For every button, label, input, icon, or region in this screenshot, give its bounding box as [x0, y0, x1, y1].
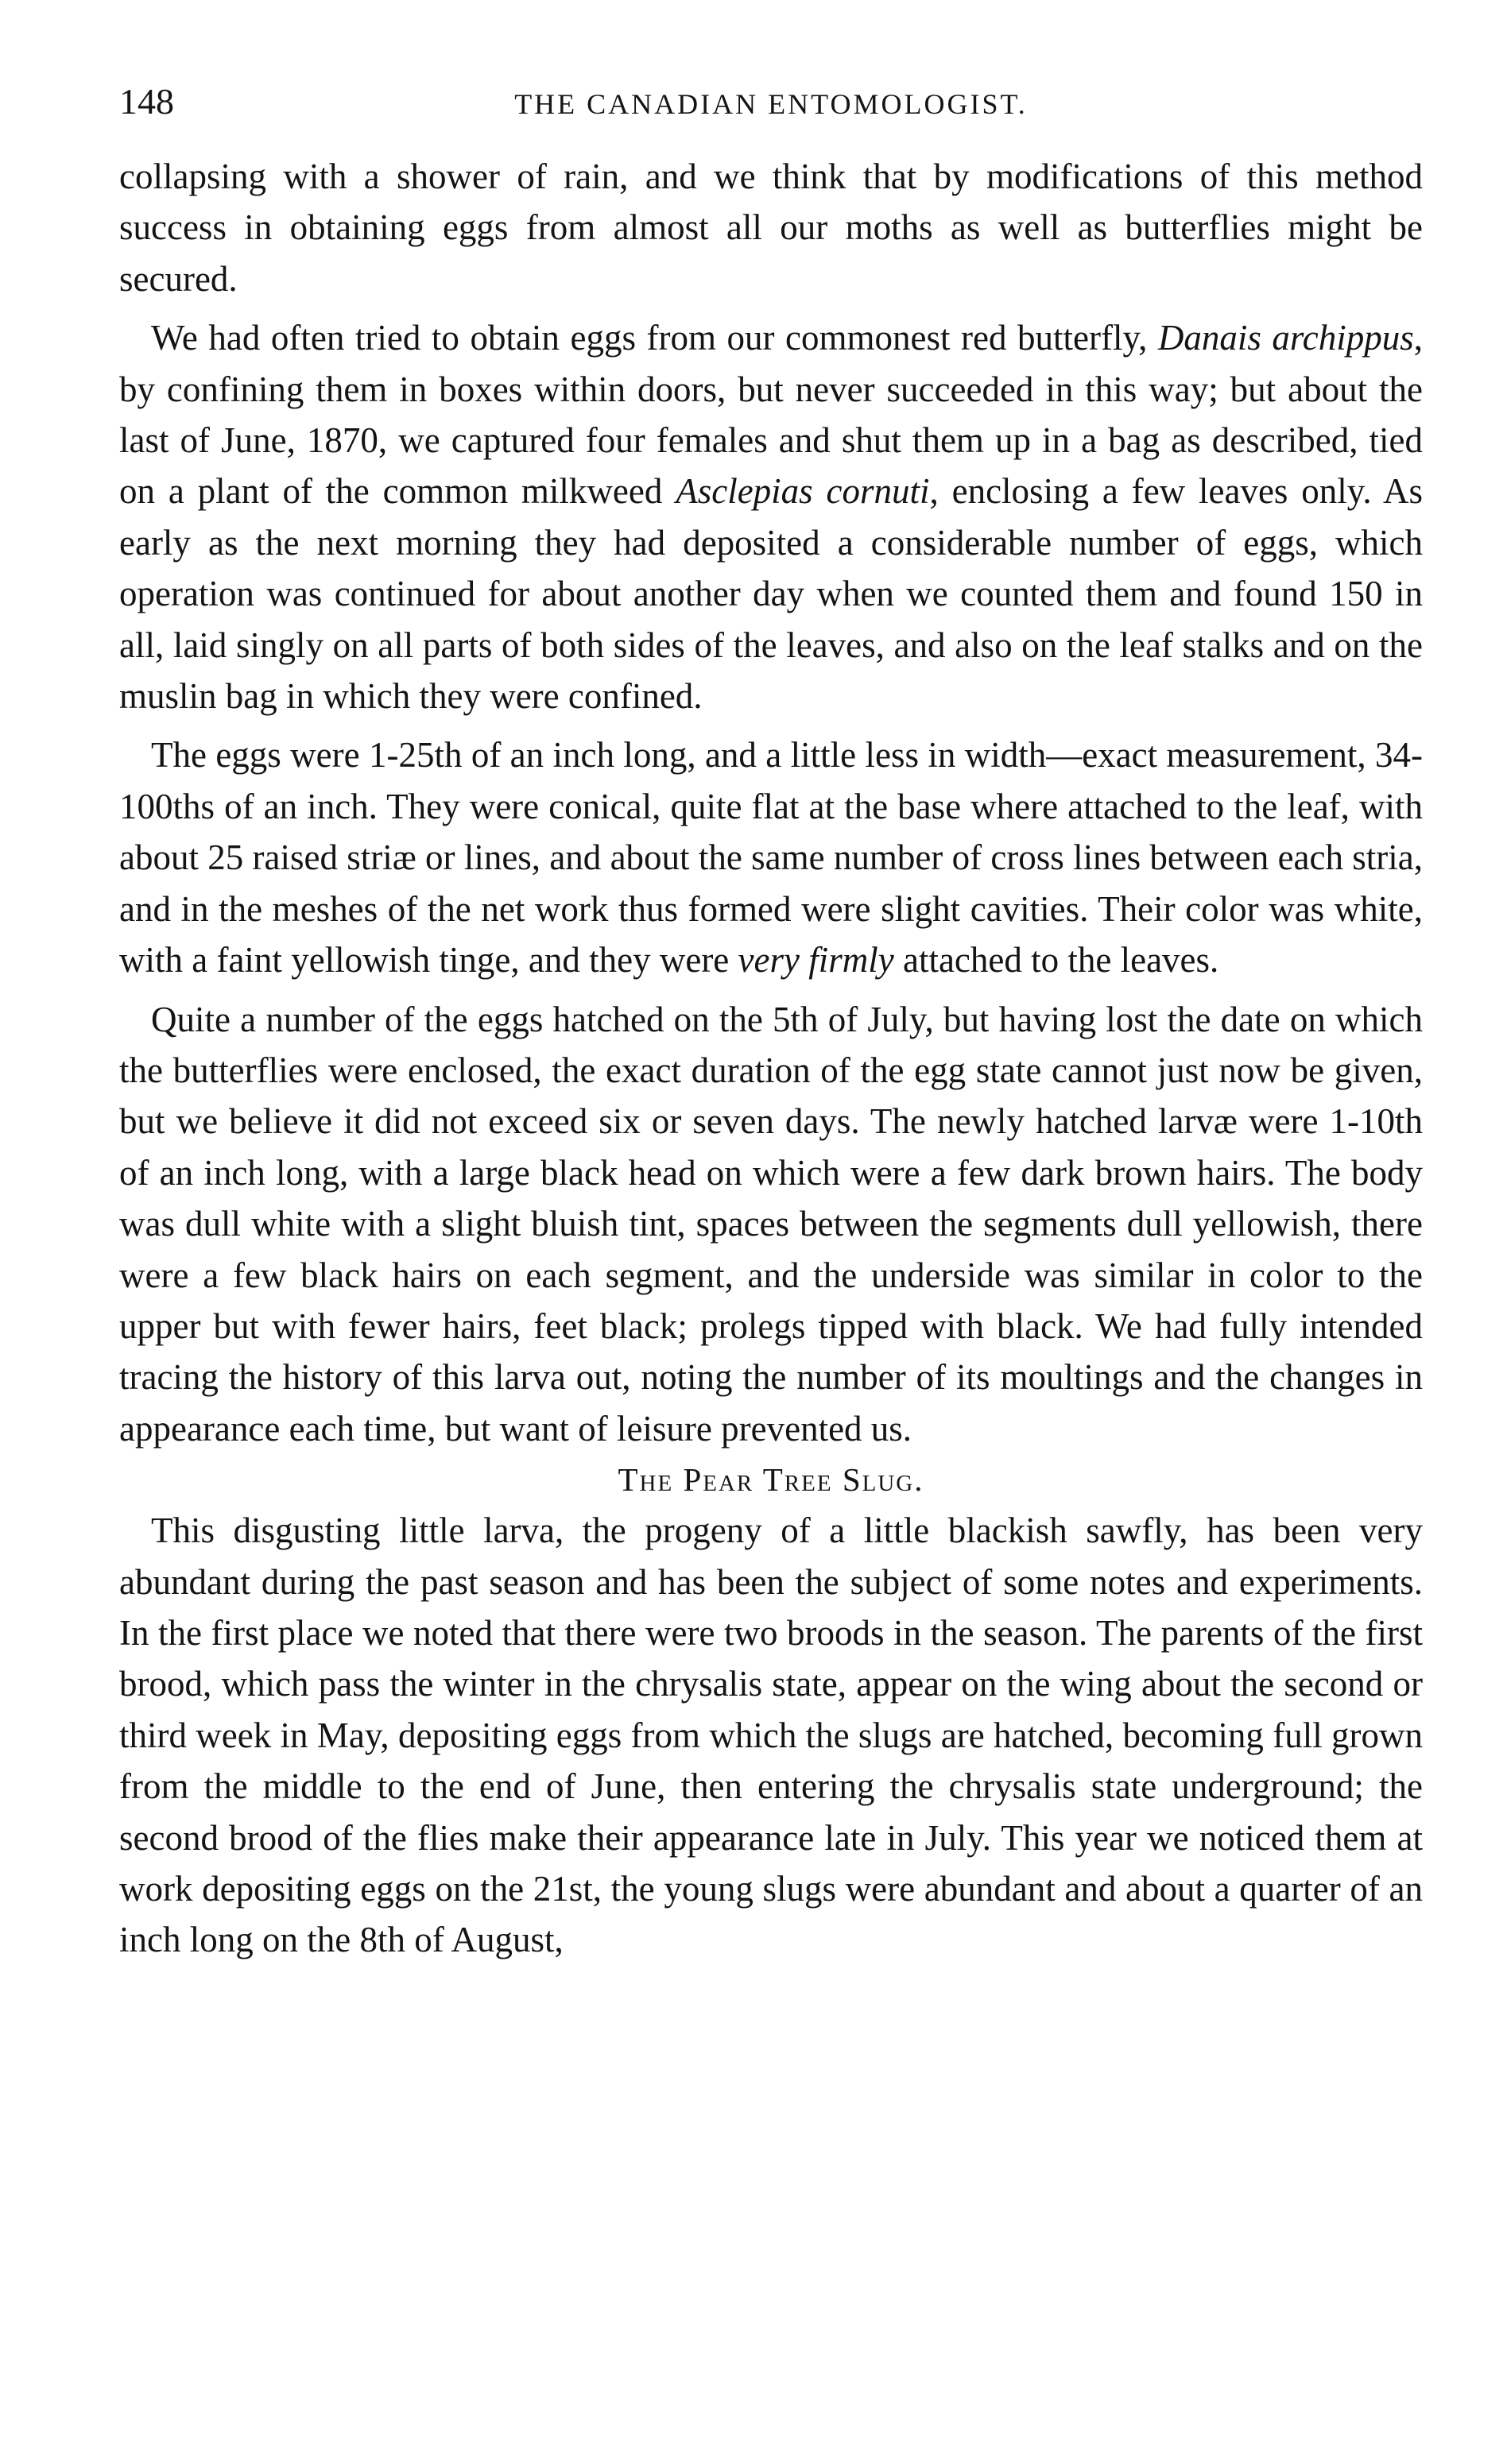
paragraph-text: , enclosing a few leaves only. As early as the next morning they had deposited a considerable number of eggs, which operation was continued for about another day when we counted them and found 150 in all, laid singly on all parts of both sides of the leaves, and also on the leaf stalks and on the muslin bag in which they were confined.: [119, 471, 1423, 717]
page: [119, 79, 1423, 1966]
species-name-danais: Danais archippus: [1157, 318, 1414, 358]
paragraph-3: [119, 729, 1423, 985]
species-name-asclepias: Asclepias cornuti: [676, 471, 930, 512]
paragraph-text: This disgusting little larva, the progeny of a little blackish sawfly, has been very abundant during the past season and has been the subject of some notes and experiments. In the first place we noted that there were two broods in the season. The parents of the first brood, which pass the winter in the chrysalis state, appear on the wing about the second or third week in May, depositing eggs from which the slugs are hatched, becoming full grown from the middle to the end of June, then entering the chrysalis state underground; the second brood of the flies make their appearance late in July. This year we noticed them at work depositing eggs on the 21st, the young slugs were abundant and about a quarter of an inch long on the 8th of August,: [119, 1511, 1423, 1960]
paragraph-4: [119, 994, 1423, 1455]
paragraph-1: [119, 151, 1423, 304]
paragraph-2: [119, 312, 1423, 721]
paragraph-text: We had often tried to obtain eggs from our commonest red butterfly,: [151, 318, 1158, 358]
page-number: 148: [119, 81, 174, 122]
paragraph-5: [119, 1505, 1423, 1966]
running-head: THE CANADIAN ENTOMOLOGIST.: [514, 88, 1028, 120]
paragraph-text: , by confining them in boxes within doors, but never succeeded in this way; but about the last of June, 1870, we captured four females and shut them up in a bag as described, tied on a plant of the common milkweed: [119, 318, 1423, 512]
article-body: [119, 151, 1423, 1966]
section-heading: The Pear Tree Slug.: [618, 1461, 924, 1499]
paragraph-text: Quite a number of the eggs hatched on the 5th of July, but having lost the date on which the butterflies were enclosed, the exact duration of the egg state cannot just now be given, but we believe it did not exceed six or seven days. The newly hatched larvæ were 1-10th of an inch long, with a large black head on which were a few dark brown hairs. The body was dull white with a slight bluish tint, spaces between the segments dull yellowish, there were a few black hairs on each segment, and the underside was similar in color to the upper but with fewer hairs, feet black; prolegs tipped with black. We had fully intended tracing the history of this larva out, noting the number of its moultings and the changes in appearance each time, but want of leisure prevented us.: [119, 999, 1423, 1449]
paragraph-text: attached to the leaves.: [893, 940, 1219, 981]
emphasis-text: very firmly: [738, 940, 894, 981]
paragraph-text: collapsing with a shower of rain, and we think that by modifications of this method success in obtaining eggs from almost all our moths as well as butterflies might be secured.: [119, 157, 1423, 299]
paragraph-text: The eggs were 1-25th of an inch long, and a little less in width—exact measurement, 34-100ths of an inch. They were conical, quite flat at the base where attached to the leaf, with about 25 raised striæ or lines, and about the same number of cross lines between each stria, and in the meshes of the net work thus formed were slight cavities. Their color was white, with a faint yellowish tinge, and they were: [119, 735, 1423, 981]
page-header: [119, 79, 1423, 127]
